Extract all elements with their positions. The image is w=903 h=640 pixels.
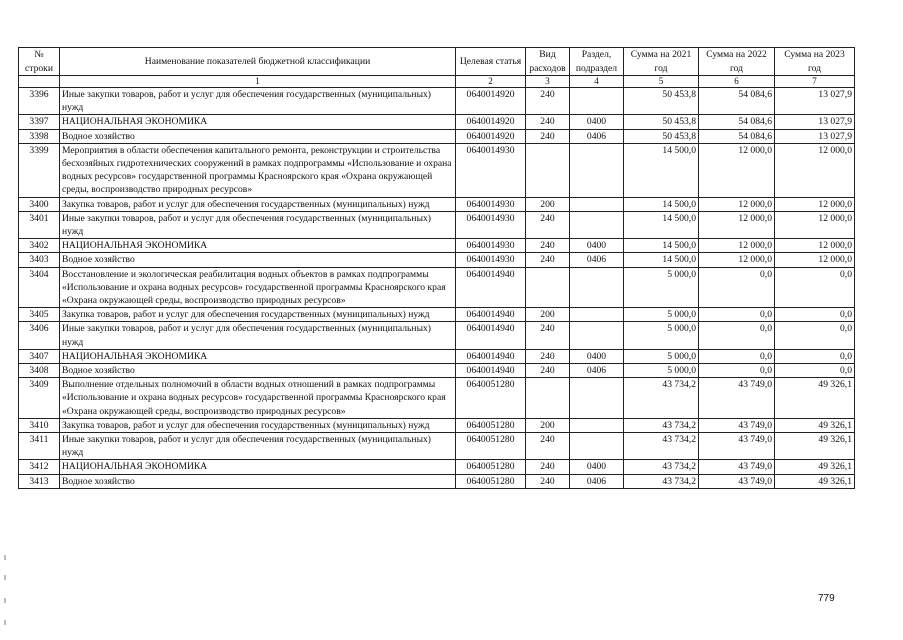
cell-target-article: 0640051280 [456, 418, 526, 432]
cell-sum-2022: 0,0 [699, 322, 775, 349]
cell-sum-2022: 43 749,0 [699, 378, 775, 419]
cell-expense-type: 240 [526, 474, 570, 488]
cell-section: 0400 [570, 349, 624, 363]
cell-sum-2023: 49 326,1 [775, 460, 855, 474]
cell-section: 0406 [570, 474, 624, 488]
margin-mark [4, 620, 6, 625]
cell-name: Иные закупки товаров, работ и услуг для обеспечения государственных (муниципальных) нужд [60, 88, 456, 115]
cell-sum-2021: 14 500,0 [624, 239, 699, 253]
cell-sum-2022: 0,0 [699, 308, 775, 322]
cell-sum-2021: 5 000,0 [624, 349, 699, 363]
cell-section [570, 308, 624, 322]
column-number [19, 76, 60, 88]
cell-sum-2021: 43 734,2 [624, 418, 699, 432]
cell-section [570, 322, 624, 349]
cell-name: Водное хозяйство [60, 129, 456, 143]
cell-sum-2023: 49 326,1 [775, 418, 855, 432]
cell-row-number: 3407 [19, 349, 60, 363]
cell-sum-2023: 12 000,0 [775, 197, 855, 211]
cell-section: 0406 [570, 253, 624, 267]
table-header-row [19, 48, 855, 76]
cell-row-number: 3398 [19, 129, 60, 143]
column-number-row [19, 76, 855, 88]
table-row [19, 433, 855, 460]
column-number: 1 [60, 76, 456, 88]
cell-target-article: 0640014920 [456, 115, 526, 129]
column-number: 7 [775, 76, 855, 88]
cell-expense-type: 240 [526, 460, 570, 474]
cell-expense-type [526, 143, 570, 197]
cell-row-number: 3402 [19, 239, 60, 253]
cell-section [570, 433, 624, 460]
cell-expense-type [526, 378, 570, 419]
cell-sum-2021: 14 500,0 [624, 211, 699, 238]
cell-sum-2022: 0,0 [699, 267, 775, 308]
cell-name: Водное хозяйство [60, 364, 456, 378]
cell-target-article: 0640014940 [456, 364, 526, 378]
cell-name: Закупка товаров, работ и услуг для обеспечения государственных (муниципальных) нужд [60, 308, 456, 322]
page-number: 779 [818, 593, 835, 604]
cell-name: Выполнение отдельных полномочий в области водных отношений в рамках подпрограммы «Использование и охрана водных ресурсов» государственной программы Красноярского края «Охрана окружающей среды, воспроизводство природных ресурсов» [60, 378, 456, 419]
cell-sum-2023: 13 027,9 [775, 129, 855, 143]
cell-sum-2021: 43 734,2 [624, 474, 699, 488]
column-number: 5 [624, 76, 699, 88]
header-name: Наименование показателей бюджетной классификации [60, 48, 456, 76]
cell-row-number: 3412 [19, 460, 60, 474]
cell-name: Иные закупки товаров, работ и услуг для обеспечения государственных (муниципальных) нужд [60, 322, 456, 349]
cell-sum-2022: 12 000,0 [699, 143, 775, 197]
cell-sum-2022: 12 000,0 [699, 197, 775, 211]
cell-expense-type: 240 [526, 433, 570, 460]
table-row [19, 211, 855, 238]
cell-target-article: 0640014940 [456, 267, 526, 308]
table-row [19, 364, 855, 378]
cell-target-article: 0640014930 [456, 197, 526, 211]
cell-name: Мероприятия в области обеспечения капитального ремонта, реконструкции и строительства бесхозяйных гидротехнических сооружений в рамках подпрограммы «Использование и охрана водных ресурсов» государственной программы Красноярского края «Охрана окружающей среды, воспроизводство природных ресурсов» [60, 143, 456, 197]
cell-sum-2023: 0,0 [775, 322, 855, 349]
table-row [19, 418, 855, 432]
column-number: 6 [699, 76, 775, 88]
cell-expense-type: 200 [526, 308, 570, 322]
cell-section: 0400 [570, 115, 624, 129]
table-row [19, 239, 855, 253]
cell-sum-2021: 50 453,8 [624, 88, 699, 115]
cell-section [570, 143, 624, 197]
table-row [19, 378, 855, 419]
table-row [19, 143, 855, 197]
cell-target-article: 0640014930 [456, 143, 526, 197]
cell-section: 0406 [570, 364, 624, 378]
header-sum-2023: Сумма на 2023 год [775, 48, 855, 76]
cell-expense-type: 240 [526, 253, 570, 267]
cell-row-number: 3408 [19, 364, 60, 378]
table-row [19, 88, 855, 115]
cell-target-article: 0640014930 [456, 253, 526, 267]
cell-name: НАЦИОНАЛЬНАЯ ЭКОНОМИКА [60, 115, 456, 129]
cell-name: НАЦИОНАЛЬНАЯ ЭКОНОМИКА [60, 349, 456, 363]
column-number: 2 [456, 76, 526, 88]
cell-target-article: 0640051280 [456, 378, 526, 419]
cell-expense-type: 200 [526, 197, 570, 211]
cell-row-number: 3399 [19, 143, 60, 197]
cell-sum-2023: 0,0 [775, 364, 855, 378]
cell-sum-2022: 54 084,6 [699, 115, 775, 129]
cell-name: Водное хозяйство [60, 253, 456, 267]
cell-sum-2022: 54 084,6 [699, 88, 775, 115]
cell-target-article: 0640051280 [456, 474, 526, 488]
cell-target-article: 0640014940 [456, 322, 526, 349]
table-row [19, 349, 855, 363]
cell-expense-type [526, 267, 570, 308]
cell-section: 0406 [570, 129, 624, 143]
margin-mark [4, 598, 6, 603]
cell-name: Иные закупки товаров, работ и услуг для обеспечения государственных (муниципальных) нужд [60, 433, 456, 460]
cell-section [570, 211, 624, 238]
cell-name: Закупка товаров, работ и услуг для обеспечения государственных (муниципальных) нужд [60, 418, 456, 432]
cell-sum-2021: 14 500,0 [624, 197, 699, 211]
margin-mark [4, 555, 6, 560]
cell-expense-type: 240 [526, 364, 570, 378]
table-row [19, 253, 855, 267]
cell-sum-2021: 43 734,2 [624, 460, 699, 474]
cell-sum-2023: 13 027,9 [775, 115, 855, 129]
cell-expense-type: 240 [526, 349, 570, 363]
header-sum-2022: Сумма на 2022 год [699, 48, 775, 76]
budget-table [18, 47, 855, 489]
cell-sum-2022: 0,0 [699, 364, 775, 378]
table-row [19, 267, 855, 308]
cell-sum-2022: 43 749,0 [699, 474, 775, 488]
cell-target-article: 0640051280 [456, 460, 526, 474]
cell-expense-type: 240 [526, 322, 570, 349]
cell-name: Восстановление и экологическая реабилитация водных объектов в рамках подпрограммы «Использование и охрана водных ресурсов» государственной программы Красноярского края «Охрана окружающей среды, воспроизводство природных ресурсов» [60, 267, 456, 308]
cell-sum-2021: 5 000,0 [624, 364, 699, 378]
header-sum-2021: Сумма на 2021 год [624, 48, 699, 76]
cell-section [570, 267, 624, 308]
header-row-number: № строки [19, 48, 60, 76]
cell-name: Водное хозяйство [60, 474, 456, 488]
cell-sum-2021: 14 500,0 [624, 143, 699, 197]
cell-target-article: 0640014930 [456, 239, 526, 253]
cell-row-number: 3397 [19, 115, 60, 129]
cell-sum-2022: 43 749,0 [699, 460, 775, 474]
table-row [19, 460, 855, 474]
cell-name: НАЦИОНАЛЬНАЯ ЭКОНОМИКА [60, 460, 456, 474]
cell-sum-2023: 13 027,9 [775, 88, 855, 115]
cell-sum-2022: 12 000,0 [699, 239, 775, 253]
cell-expense-type: 240 [526, 129, 570, 143]
cell-expense-type: 240 [526, 211, 570, 238]
table-row [19, 322, 855, 349]
margin-mark [4, 575, 6, 580]
table-row [19, 197, 855, 211]
cell-row-number: 3410 [19, 418, 60, 432]
cell-sum-2023: 49 326,1 [775, 474, 855, 488]
cell-sum-2022: 43 749,0 [699, 433, 775, 460]
cell-sum-2023: 12 000,0 [775, 239, 855, 253]
cell-row-number: 3409 [19, 378, 60, 419]
header-expense-type: Вид расходов [526, 48, 570, 76]
cell-expense-type: 200 [526, 418, 570, 432]
cell-target-article: 0640014920 [456, 129, 526, 143]
cell-sum-2023: 0,0 [775, 308, 855, 322]
cell-sum-2023: 49 326,1 [775, 378, 855, 419]
table-row [19, 129, 855, 143]
cell-sum-2022: 43 749,0 [699, 418, 775, 432]
cell-name: Закупка товаров, работ и услуг для обеспечения государственных (муниципальных) нужд [60, 197, 456, 211]
cell-sum-2022: 0,0 [699, 349, 775, 363]
cell-sum-2021: 43 734,2 [624, 433, 699, 460]
cell-name: НАЦИОНАЛЬНАЯ ЭКОНОМИКА [60, 239, 456, 253]
cell-expense-type: 240 [526, 88, 570, 115]
cell-section [570, 378, 624, 419]
cell-row-number: 3406 [19, 322, 60, 349]
table-row [19, 308, 855, 322]
cell-sum-2023: 12 000,0 [775, 143, 855, 197]
cell-sum-2021: 5 000,0 [624, 267, 699, 308]
cell-sum-2023: 0,0 [775, 267, 855, 308]
cell-expense-type: 240 [526, 239, 570, 253]
cell-sum-2021: 5 000,0 [624, 308, 699, 322]
cell-target-article: 0640014930 [456, 211, 526, 238]
cell-sum-2021: 50 453,8 [624, 129, 699, 143]
cell-row-number: 3400 [19, 197, 60, 211]
cell-sum-2021: 43 734,2 [624, 378, 699, 419]
cell-sum-2022: 12 000,0 [699, 211, 775, 238]
header-target-article: Целевая статья [456, 48, 526, 76]
column-number: 3 [526, 76, 570, 88]
cell-section [570, 418, 624, 432]
cell-sum-2023: 0,0 [775, 349, 855, 363]
cell-sum-2023: 12 000,0 [775, 253, 855, 267]
cell-section [570, 88, 624, 115]
cell-row-number: 3405 [19, 308, 60, 322]
column-number: 4 [570, 76, 624, 88]
cell-target-article: 0640014940 [456, 308, 526, 322]
cell-sum-2023: 49 326,1 [775, 433, 855, 460]
header-section: Раздел, подраздел [570, 48, 624, 76]
cell-sum-2023: 12 000,0 [775, 211, 855, 238]
cell-target-article: 0640014940 [456, 349, 526, 363]
cell-sum-2022: 12 000,0 [699, 253, 775, 267]
cell-sum-2021: 50 453,8 [624, 115, 699, 129]
cell-section: 0400 [570, 460, 624, 474]
cell-target-article: 0640014920 [456, 88, 526, 115]
cell-row-number: 3413 [19, 474, 60, 488]
cell-row-number: 3411 [19, 433, 60, 460]
cell-row-number: 3401 [19, 211, 60, 238]
cell-sum-2022: 54 084,6 [699, 129, 775, 143]
cell-expense-type: 240 [526, 115, 570, 129]
cell-row-number: 3396 [19, 88, 60, 115]
cell-sum-2021: 5 000,0 [624, 322, 699, 349]
cell-section [570, 197, 624, 211]
cell-name: Иные закупки товаров, работ и услуг для обеспечения государственных (муниципальных) нужд [60, 211, 456, 238]
cell-target-article: 0640051280 [456, 433, 526, 460]
cell-row-number: 3403 [19, 253, 60, 267]
table-row [19, 115, 855, 129]
cell-section: 0400 [570, 239, 624, 253]
cell-row-number: 3404 [19, 267, 60, 308]
table-row [19, 474, 855, 488]
table-body [19, 88, 855, 489]
cell-sum-2021: 14 500,0 [624, 253, 699, 267]
